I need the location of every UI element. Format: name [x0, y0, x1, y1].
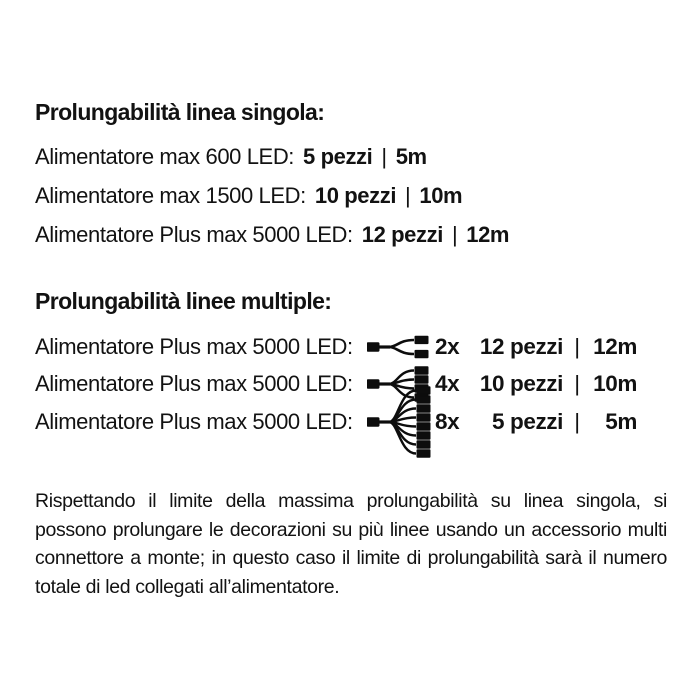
multi-line-section [35, 288, 637, 441]
spec-row-8x [35, 403, 637, 441]
spec-row-600led [35, 137, 509, 176]
meters-value: 10m [593, 371, 637, 397]
separator-bar: | [574, 371, 580, 397]
pieces-value: 12 pezzi [479, 333, 563, 359]
single-line-heading: Prolungabilità linea singola: [35, 99, 325, 125]
meters-value: 10m [419, 183, 463, 208]
multiplier-value: 8x [435, 408, 460, 434]
pieces-value: 5 pezzi [303, 144, 373, 169]
multiplier-value: 2x [435, 333, 460, 359]
row-values [435, 409, 637, 435]
single-line-section [35, 99, 509, 254]
row-values [435, 334, 637, 360]
row-label: Alimentatore Plus max 5000 LED: [35, 408, 353, 434]
pieces-value: 10 pezzi [479, 371, 563, 397]
row-label: Alimentatore Plus max 5000 LED: [35, 222, 353, 247]
row-label: Alimentatore max 1500 LED: [35, 183, 306, 208]
separator-bar: | [574, 408, 580, 434]
splitter-8-icon [367, 386, 431, 458]
row-values [435, 371, 637, 397]
pieces-value: 12 pezzi [361, 222, 443, 247]
spec-row-1500led [35, 176, 509, 215]
row-label: Alimentatore Plus max 5000 LED: [35, 333, 353, 359]
spec-row-4x [35, 366, 637, 404]
multi-line-heading: Prolungabilità linee multiple: [35, 288, 332, 314]
pieces-value: 10 pezzi [314, 183, 397, 208]
pieces-value: 5 pezzi [492, 408, 563, 434]
separator-bar: | [451, 222, 458, 247]
separator-bar: | [381, 144, 387, 169]
spec-row-5000led [35, 215, 509, 254]
footnote-paragraph: Rispettando il limite della massima prolungabilità su linea singola, si possono prolungare le decorazioni su più linee usando un accessorio multi connettore a monte; in questo caso il limite di prolungabilità sarà il numero totale di led collegati all’alimentatore. [35, 490, 667, 598]
row-label: Alimentatore Plus max 5000 LED: [35, 371, 353, 397]
multiplier-value: 4x [435, 371, 460, 397]
meters-value: 5m [605, 408, 637, 434]
meters-value: 12m [466, 222, 510, 247]
spec-row-2x [35, 328, 637, 366]
separator-bar: | [405, 183, 411, 208]
row-label: Alimentatore max 600 LED: [35, 144, 295, 169]
splitter-2-icon [367, 334, 431, 360]
meters-value: 12m [593, 333, 637, 359]
meters-value: 5m [395, 144, 427, 169]
separator-bar: | [574, 333, 580, 359]
